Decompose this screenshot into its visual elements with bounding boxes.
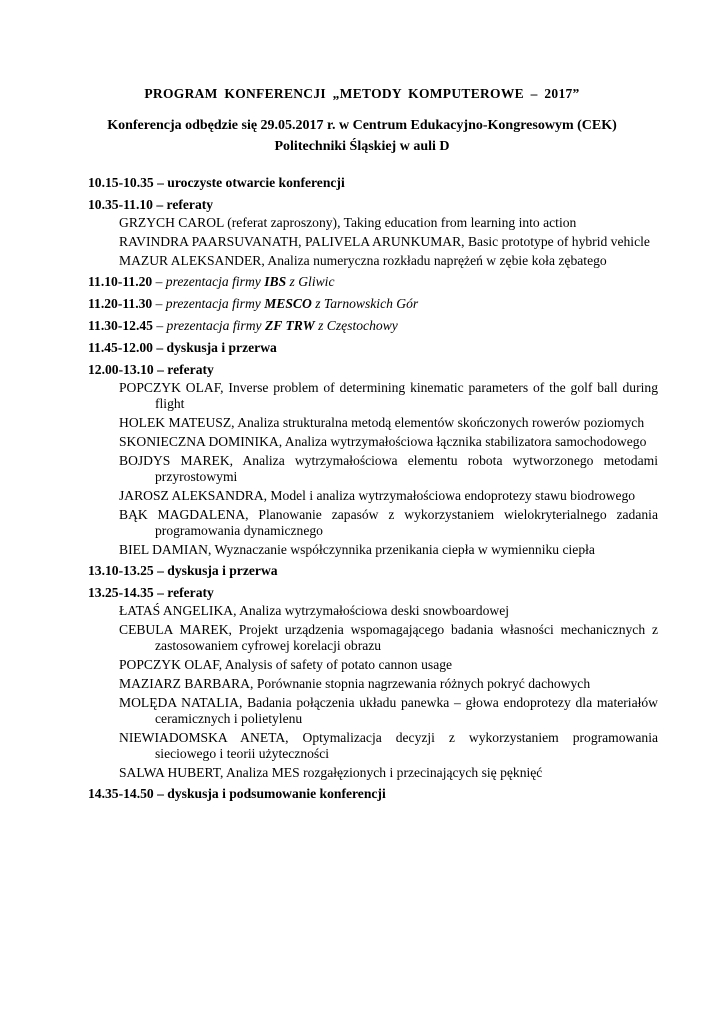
talk-item: JAROSZ ALEKSANDRA, Model i analiza wytrzymałościowa endoprotezy stawu biodrowego — [119, 488, 636, 503]
company-name: MESCO — [264, 296, 312, 311]
company-location: z Częstochowy — [314, 318, 398, 333]
schedule-item-break-2 — [88, 561, 658, 580]
schedule-item-presentation-mesco — [88, 294, 658, 313]
slot-title: dyskusja i podsumowanie konferencji — [167, 786, 386, 801]
schedule-item-presentation-zf-trw — [88, 316, 658, 335]
talk-item: POPCZYK OLAF, Analysis of safety of potato cannon usage — [119, 657, 453, 672]
talk-item: NIEWIADOMSKA ANETA, Optymalizacja decyzji z wykorzystaniem programowania sieciowego i teorii użyteczności — [119, 730, 658, 761]
slot-title: referaty — [166, 197, 214, 212]
talk-item: ŁATAŚ ANGELIKA, Analiza wytrzymałościowa deski snowboardowej — [119, 603, 510, 618]
page-title: PROGRAM KONFERENCJI „METODY KOMPUTEROWE – 2017” — [144, 86, 580, 101]
talk-item: MAZIARZ BARBARA, Porównanie stopnia nagrzewania różnych pokryć dachowych — [119, 676, 591, 691]
talk-list-session-1 — [119, 215, 658, 269]
talk-item: MAZUR ALEKSANDER, Analiza numeryczna rozkładu naprężeń w zębie koła zębatego — [119, 253, 607, 268]
schedule-item-papers-2 — [88, 360, 658, 379]
talk-list-session-2 — [119, 380, 658, 558]
schedule-item-break-1 — [88, 338, 658, 357]
company-name: ZF TRW — [264, 318, 315, 333]
schedule-item-opening — [88, 173, 658, 192]
talk-item: MOLĘDA NATALIA, Badania połączenia układu panewka – głowa endoprotezy dla materiałów ceramicznych i polietylenu — [119, 695, 658, 726]
slot-time: 10.35-11.10 — [88, 197, 153, 212]
venue-line-2: Politechniki Śląskiej w auli D — [274, 139, 450, 154]
talk-item: GRZYCH CAROL (referat zaproszony), Taking education from learning into action — [119, 215, 577, 230]
slot-separator: – — [153, 585, 168, 600]
talk-item: BIEL DAMIAN, Wyznaczanie współczynnika przenikania ciepła w wymienniku ciepła — [119, 542, 595, 557]
schedule-item-closing — [88, 784, 658, 803]
slot-title: referaty — [167, 362, 214, 377]
slot-title: dyskusja i przerwa — [166, 340, 277, 355]
slot-separator: – — [153, 175, 168, 190]
slot-separator: – — [152, 340, 167, 355]
slot-time: 11.10-11.20 — [88, 274, 153, 289]
talk-item: POPCZYK OLAF, Inverse problem of determining kinematic parameters of the golf ball during flight — [119, 380, 658, 411]
slot-title: prezentacja firmy — [166, 318, 265, 333]
slot-time: 14.35-14.50 — [88, 786, 154, 801]
talk-item: RAVINDRA PAARSUVANATH, PALIVELA ARUNKUMAR, Basic prototype of hybrid vehicle — [119, 234, 650, 249]
talk-item: SKONIECZNA DOMINIKA, Analiza wytrzymałościowa łącznika stabilizatora samochodowego — [119, 434, 647, 449]
slot-separator: – — [152, 274, 166, 289]
schedule-item-papers-1 — [88, 195, 658, 214]
slot-title: uroczyste otwarcie konferencji — [167, 175, 345, 190]
slot-time: 11.45-12.00 — [88, 340, 153, 355]
slot-time: 11.20-11.30 — [88, 296, 153, 311]
slot-separator: – — [152, 197, 167, 212]
schedule-item-presentation-ibs — [88, 272, 658, 291]
slot-time: 13.25-14.35 — [88, 585, 154, 600]
talk-item: CEBULA MAREK, Projekt urządzenia wspomagającego badania własności mechanicznych z zastosowaniem cyfrowej korelacji obrazu — [119, 622, 658, 653]
talk-item: HOLEK MATEUSZ, Analiza strukturalna metodą elementów skończonych rowerów poziomych — [119, 415, 645, 430]
slot-separator: – — [152, 318, 167, 333]
talk-item: BOJDYS MAREK, Analiza wytrzymałościowa elementu robota wytworzonego metodami przyrostowymi — [119, 453, 658, 484]
slot-separator: – — [153, 786, 168, 801]
slot-separator: – — [153, 563, 168, 578]
venue-line-1: Konferencja odbędzie się 29.05.2017 r. w Centrum Edukacyjno-Kongresowym (CEK) — [107, 118, 617, 133]
slot-time: 13.10-13.25 — [88, 563, 154, 578]
company-location: z Tarnowskich Gór — [311, 296, 419, 311]
slot-separator: – — [153, 362, 168, 377]
slot-title: prezentacja firmy — [165, 296, 265, 311]
schedule — [88, 170, 658, 803]
slot-time: 10.15-10.35 — [88, 175, 154, 190]
talk-item: SALWA HUBERT, Analiza MES rozgałęzionych i przecinających się pęknięć — [119, 765, 543, 780]
slot-title: dyskusja i przerwa — [167, 563, 278, 578]
slot-title: referaty — [167, 585, 214, 600]
slot-time: 12.00-13.10 — [88, 362, 154, 377]
schedule-item-papers-3 — [88, 583, 658, 602]
talk-item: BĄK MAGDALENA, Planowanie zapasów z wykorzystaniem wielokryterialnego zadania programowania dynamicznego — [119, 507, 658, 538]
slot-separator: – — [152, 296, 166, 311]
company-name: IBS — [264, 274, 287, 289]
slot-title: prezentacja firmy — [165, 274, 265, 289]
slot-time: 11.30-12.45 — [88, 318, 153, 333]
company-location: z Gliwic — [286, 274, 335, 289]
talk-list-session-3 — [119, 603, 658, 781]
